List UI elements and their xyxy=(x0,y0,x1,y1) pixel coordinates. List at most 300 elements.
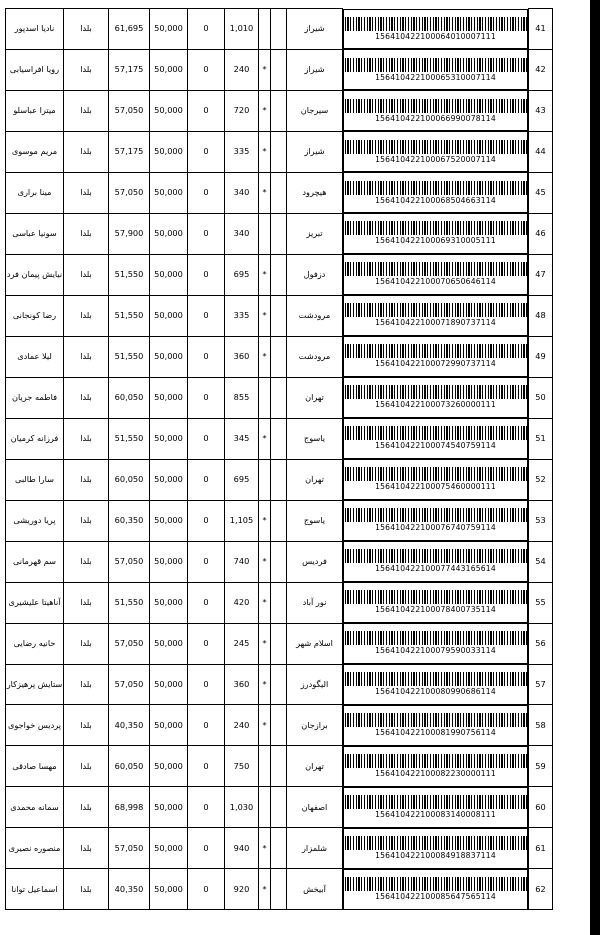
barcode-image xyxy=(345,836,527,850)
tracking-barcode xyxy=(343,787,528,828)
base-amount: 50,000 xyxy=(150,705,188,746)
barcode-number: 156410422100075460000111 xyxy=(375,482,496,492)
barcode-number: 156410422100084918837114 xyxy=(375,851,496,860)
barcode-image xyxy=(345,181,527,195)
zero-value: 0 xyxy=(188,49,225,90)
zero-value: 0 xyxy=(188,787,225,828)
weight-value: 335 xyxy=(225,295,259,336)
empty-cell xyxy=(271,9,287,50)
zero-value: 0 xyxy=(188,664,225,705)
zero-value: 0 xyxy=(188,377,225,418)
city-name: الیگودرز xyxy=(287,664,343,705)
zero-value: 0 xyxy=(188,869,225,910)
flag-mark: * xyxy=(259,500,271,541)
table-row xyxy=(6,418,553,459)
barcode-number: 156410422100066990078114 xyxy=(375,113,496,123)
barcode-image xyxy=(345,631,527,645)
flag-mark: * xyxy=(259,90,271,131)
table-row xyxy=(6,459,553,500)
zero-value: 0 xyxy=(188,705,225,746)
empty-cell xyxy=(271,787,287,828)
city-name: تبریز xyxy=(287,213,343,254)
barcode-image xyxy=(345,58,527,72)
empty-cell xyxy=(271,49,287,90)
total-amount: 57,050 xyxy=(109,828,150,869)
barcode-number: 156410422100073260000111 xyxy=(375,400,496,410)
barcode-number: 156410422100070650646114 xyxy=(375,277,496,287)
zero-value: 0 xyxy=(188,418,225,459)
base-amount: 50,000 xyxy=(150,213,188,254)
barcode-image xyxy=(345,877,527,891)
weight-value: 340 xyxy=(225,213,259,254)
tracking-barcode xyxy=(343,582,528,623)
table-row xyxy=(6,377,553,418)
row-number: 44 xyxy=(529,131,553,172)
table-row xyxy=(6,828,553,869)
weight-value: 920 xyxy=(225,869,259,910)
total-amount: 57,900 xyxy=(109,213,150,254)
recipient-name: پریا دوریشی xyxy=(6,500,64,541)
tracking-barcode xyxy=(343,418,528,459)
base-amount: 50,000 xyxy=(150,541,188,582)
empty-cell xyxy=(271,459,287,500)
table-row xyxy=(6,500,553,541)
city-name: برازجان xyxy=(287,705,343,746)
empty-cell xyxy=(271,295,287,336)
city-name: فردیس xyxy=(287,541,343,582)
row-number: 43 xyxy=(529,90,553,131)
empty-cell xyxy=(271,90,287,131)
base-amount: 50,000 xyxy=(150,295,188,336)
recipient-name: فرزانه کرمیان xyxy=(6,418,64,459)
total-amount: 60,050 xyxy=(109,746,150,787)
weight-value: 360 xyxy=(225,664,259,705)
base-amount: 50,000 xyxy=(150,828,188,869)
weight-value: 345 xyxy=(225,418,259,459)
barcode-number: 156410422100077443165614 xyxy=(375,564,496,574)
barcode-image xyxy=(345,508,527,522)
total-amount: 40,350 xyxy=(109,705,150,746)
row-number: 45 xyxy=(529,172,553,213)
row-number: 56 xyxy=(529,623,553,664)
flag-mark: * xyxy=(259,254,271,295)
table-row xyxy=(6,787,553,828)
table-row xyxy=(6,541,553,582)
base-amount: 50,000 xyxy=(150,459,188,500)
delivery-type: بلدا xyxy=(64,459,109,500)
table-row xyxy=(6,705,553,746)
base-amount: 50,000 xyxy=(150,9,188,50)
row-number: 55 xyxy=(529,582,553,623)
barcode-number: 156410422100072990737114 xyxy=(375,359,496,369)
total-amount: 51,550 xyxy=(109,254,150,295)
recipient-name: سمانه محمدی xyxy=(6,787,64,828)
barcode-number: 156410422100065310007114 xyxy=(375,72,496,82)
delivery-type: بلدا xyxy=(64,213,109,254)
zero-value: 0 xyxy=(188,541,225,582)
barcode-image xyxy=(345,713,527,727)
tracking-barcode xyxy=(343,541,528,582)
barcode-number: 156410422100069310005111 xyxy=(375,236,496,246)
zero-value: 0 xyxy=(188,500,225,541)
barcode-image xyxy=(345,590,527,604)
barcode-number: 156410422100080990686114 xyxy=(375,687,496,697)
flag-mark: * xyxy=(259,131,271,172)
total-amount: 51,550 xyxy=(109,582,150,623)
flag-mark: * xyxy=(259,418,271,459)
zero-value: 0 xyxy=(188,459,225,500)
total-amount: 51,550 xyxy=(109,336,150,377)
city-name: اصفهان xyxy=(287,787,343,828)
recipient-name: حانیه رضایی xyxy=(6,623,64,664)
total-amount: 57,050 xyxy=(109,623,150,664)
zero-value: 0 xyxy=(188,213,225,254)
tracking-barcode xyxy=(343,459,528,500)
delivery-type: بلدا xyxy=(64,500,109,541)
weight-value: 940 xyxy=(225,828,259,869)
flag-mark xyxy=(259,377,271,418)
delivery-type: بلدا xyxy=(64,49,109,90)
base-amount: 50,000 xyxy=(150,500,188,541)
barcode-image xyxy=(345,262,527,276)
row-number: 51 xyxy=(529,418,553,459)
barcode-image xyxy=(345,672,527,686)
delivery-type: بلدا xyxy=(64,623,109,664)
barcode-number: 156410422100071890737114 xyxy=(375,318,496,328)
table-row xyxy=(6,131,553,172)
flag-mark: * xyxy=(259,172,271,213)
empty-cell xyxy=(271,500,287,541)
empty-cell xyxy=(271,623,287,664)
city-name: سیرجان xyxy=(287,90,343,131)
row-number: 57 xyxy=(529,664,553,705)
total-amount: 51,550 xyxy=(109,295,150,336)
base-amount: 50,000 xyxy=(150,131,188,172)
city-name: شیراز xyxy=(287,49,343,90)
total-amount: 57,050 xyxy=(109,172,150,213)
recipient-name: منصوره نصیری xyxy=(6,828,64,869)
delivery-type: بلدا xyxy=(64,131,109,172)
tracking-barcode xyxy=(343,131,528,172)
barcode-image xyxy=(345,140,527,154)
shipment-table-body xyxy=(6,9,553,910)
delivery-type: بلدا xyxy=(64,705,109,746)
flag-mark: * xyxy=(259,49,271,90)
tracking-barcode xyxy=(343,664,528,705)
city-name: شیراز xyxy=(287,131,343,172)
delivery-type: بلدا xyxy=(64,9,109,50)
base-amount: 50,000 xyxy=(150,172,188,213)
delivery-type: بلدا xyxy=(64,295,109,336)
base-amount: 50,000 xyxy=(150,582,188,623)
weight-value: 240 xyxy=(225,49,259,90)
barcode-image xyxy=(345,426,527,440)
city-name: یاسوج xyxy=(287,500,343,541)
row-number: 47 xyxy=(529,254,553,295)
empty-cell xyxy=(271,418,287,459)
city-name: مرودشت xyxy=(287,336,343,377)
empty-cell xyxy=(271,172,287,213)
base-amount: 50,000 xyxy=(150,787,188,828)
flag-mark: * xyxy=(259,582,271,623)
recipient-name: فاطمه جریان xyxy=(6,377,64,418)
weight-value: 340 xyxy=(225,172,259,213)
total-amount: 40,350 xyxy=(109,869,150,910)
flag-mark xyxy=(259,746,271,787)
city-name: تهران xyxy=(287,746,343,787)
barcode-image xyxy=(345,221,527,235)
zero-value: 0 xyxy=(188,172,225,213)
base-amount: 50,000 xyxy=(150,746,188,787)
barcode-number: 156410422100083140008111 xyxy=(375,810,496,820)
recipient-name: آناهیتا علیشیری xyxy=(6,582,64,623)
barcode-image xyxy=(345,795,527,809)
barcode-image xyxy=(345,385,527,399)
weight-value: 335 xyxy=(225,131,259,172)
row-number: 62 xyxy=(529,869,553,910)
tracking-barcode xyxy=(343,623,528,664)
city-name: نور آباد xyxy=(287,582,343,623)
flag-mark: * xyxy=(259,336,271,377)
recipient-name: رضا کونجانی xyxy=(6,295,64,336)
page-edge-bar xyxy=(590,0,600,935)
recipient-name: سونیا عباسی xyxy=(6,213,64,254)
delivery-type: بلدا xyxy=(64,418,109,459)
base-amount: 50,000 xyxy=(150,336,188,377)
flag-mark: * xyxy=(259,295,271,336)
row-number: 60 xyxy=(529,787,553,828)
weight-value: 245 xyxy=(225,623,259,664)
tracking-barcode xyxy=(343,49,528,90)
delivery-type: بلدا xyxy=(64,254,109,295)
table-row xyxy=(6,254,553,295)
delivery-type: بلدا xyxy=(64,172,109,213)
total-amount: 57,050 xyxy=(109,90,150,131)
flag-mark xyxy=(259,213,271,254)
tracking-barcode xyxy=(343,500,528,541)
row-number: 61 xyxy=(529,828,553,869)
empty-cell xyxy=(271,377,287,418)
delivery-type: بلدا xyxy=(64,541,109,582)
recipient-name: نیایش پیمان فرد xyxy=(6,254,64,295)
weight-value: 695 xyxy=(225,459,259,500)
barcode-number: 156410422100064010007111 xyxy=(375,31,496,41)
zero-value: 0 xyxy=(188,295,225,336)
weight-value: 1,030 xyxy=(225,787,259,828)
flag-mark xyxy=(259,9,271,50)
weight-value: 360 xyxy=(225,336,259,377)
zero-value: 0 xyxy=(188,582,225,623)
city-name: تهران xyxy=(287,459,343,500)
tracking-barcode xyxy=(343,869,528,910)
weight-value: 750 xyxy=(225,746,259,787)
city-name: مرودشت xyxy=(287,295,343,336)
barcode-image xyxy=(345,344,527,358)
recipient-name: مهسا صادقی xyxy=(6,746,64,787)
flag-mark: * xyxy=(259,828,271,869)
table-row xyxy=(6,172,553,213)
zero-value: 0 xyxy=(188,131,225,172)
barcode-number: 156410422100074540759114 xyxy=(375,441,496,451)
barcode-number: 156410422100067520007114 xyxy=(375,154,496,164)
barcode-number: 156410422100076740759114 xyxy=(375,523,496,533)
row-number: 42 xyxy=(529,49,553,90)
barcode-image xyxy=(345,754,527,768)
recipient-name: سارا طالبی xyxy=(6,459,64,500)
barcode-image xyxy=(345,549,527,563)
recipient-name: پردیس خواجوی xyxy=(6,705,64,746)
weight-value: 855 xyxy=(225,377,259,418)
total-amount: 57,175 xyxy=(109,49,150,90)
tracking-barcode xyxy=(343,172,528,213)
table-row xyxy=(6,295,553,336)
weight-value: 740 xyxy=(225,541,259,582)
barcode-number: 156410422100079590033114 xyxy=(375,646,496,656)
row-number: 54 xyxy=(529,541,553,582)
empty-cell xyxy=(271,131,287,172)
table-row xyxy=(6,664,553,705)
row-number: 58 xyxy=(529,705,553,746)
flag-mark: * xyxy=(259,664,271,705)
tracking-barcode xyxy=(343,746,528,787)
delivery-type: بلدا xyxy=(64,336,109,377)
barcode-number: 156410422100081990756114 xyxy=(375,728,496,738)
zero-value: 0 xyxy=(188,623,225,664)
row-number: 59 xyxy=(529,746,553,787)
row-number: 53 xyxy=(529,500,553,541)
delivery-type: بلدا xyxy=(64,869,109,910)
delivery-type: بلدا xyxy=(64,664,109,705)
table-row xyxy=(6,623,553,664)
total-amount: 60,050 xyxy=(109,459,150,500)
city-name: هیچرود xyxy=(287,172,343,213)
base-amount: 50,000 xyxy=(150,869,188,910)
base-amount: 50,000 xyxy=(150,254,188,295)
barcode-number: 156410422100082230000111 xyxy=(375,769,496,779)
total-amount: 57,175 xyxy=(109,131,150,172)
zero-value: 0 xyxy=(188,9,225,50)
table-row xyxy=(6,9,553,50)
row-number: 52 xyxy=(529,459,553,500)
table-row xyxy=(6,869,553,910)
tracking-barcode xyxy=(343,254,528,295)
recipient-name: ستایش پرهیزکار xyxy=(6,664,64,705)
total-amount: 61,695 xyxy=(109,9,150,50)
weight-value: 420 xyxy=(225,582,259,623)
delivery-type: بلدا xyxy=(64,787,109,828)
flag-mark: * xyxy=(259,705,271,746)
recipient-name: لیلا عمادی xyxy=(6,336,64,377)
tracking-barcode xyxy=(343,377,528,418)
city-name: دزفول xyxy=(287,254,343,295)
barcode-number: 156410422100068504663114 xyxy=(375,195,496,205)
empty-cell xyxy=(271,664,287,705)
empty-cell xyxy=(271,336,287,377)
flag-mark: * xyxy=(259,869,271,910)
delivery-type: بلدا xyxy=(64,377,109,418)
total-amount: 57,050 xyxy=(109,541,150,582)
city-name: یاسوج xyxy=(287,418,343,459)
empty-cell xyxy=(271,254,287,295)
recipient-name: رویا افراسیابی xyxy=(6,49,64,90)
empty-cell xyxy=(271,746,287,787)
total-amount: 60,050 xyxy=(109,377,150,418)
delivery-type: بلدا xyxy=(64,828,109,869)
city-name: شلمزار xyxy=(287,828,343,869)
zero-value: 0 xyxy=(188,254,225,295)
weight-value: 1,105 xyxy=(225,500,259,541)
row-number: 41 xyxy=(529,9,553,50)
empty-cell xyxy=(271,869,287,910)
zero-value: 0 xyxy=(188,90,225,131)
city-name: شیراز xyxy=(287,9,343,50)
flag-mark xyxy=(259,459,271,500)
empty-cell xyxy=(271,828,287,869)
weight-value: 1,010 xyxy=(225,9,259,50)
base-amount: 50,000 xyxy=(150,49,188,90)
zero-value: 0 xyxy=(188,828,225,869)
delivery-type: بلدا xyxy=(64,90,109,131)
table-row xyxy=(6,213,553,254)
empty-cell xyxy=(271,213,287,254)
weight-value: 240 xyxy=(225,705,259,746)
row-number: 46 xyxy=(529,213,553,254)
zero-value: 0 xyxy=(188,336,225,377)
base-amount: 50,000 xyxy=(150,90,188,131)
total-amount: 60,350 xyxy=(109,500,150,541)
barcode-number: 156410422100085647565114 xyxy=(375,891,496,901)
flag-mark: * xyxy=(259,541,271,582)
table-row xyxy=(6,336,553,377)
delivery-type: بلدا xyxy=(64,746,109,787)
flag-mark: * xyxy=(259,623,271,664)
tracking-barcode xyxy=(343,705,528,746)
total-amount: 68,998 xyxy=(109,787,150,828)
city-name: اسلام شهر xyxy=(287,623,343,664)
table-row xyxy=(6,49,553,90)
tracking-barcode xyxy=(343,9,528,50)
base-amount: 50,000 xyxy=(150,418,188,459)
total-amount: 51,550 xyxy=(109,418,150,459)
barcode-image xyxy=(345,99,527,113)
barcode-number: 156410422100078400735114 xyxy=(375,605,496,615)
recipient-name: سم قهرمانی xyxy=(6,541,64,582)
base-amount: 50,000 xyxy=(150,623,188,664)
recipient-name: اسماعیل توانا xyxy=(6,869,64,910)
tracking-barcode xyxy=(343,828,528,869)
barcode-image xyxy=(345,17,527,31)
city-name: آبیخش xyxy=(287,869,343,910)
recipient-name: میترا عباسلو xyxy=(6,90,64,131)
shipment-table xyxy=(5,8,553,910)
row-number: 50 xyxy=(529,377,553,418)
barcode-image xyxy=(345,467,527,481)
weight-value: 720 xyxy=(225,90,259,131)
row-number: 49 xyxy=(529,336,553,377)
table-row xyxy=(6,582,553,623)
base-amount: 50,000 xyxy=(150,377,188,418)
weight-value: 695 xyxy=(225,254,259,295)
tracking-barcode xyxy=(343,295,528,336)
base-amount: 50,000 xyxy=(150,664,188,705)
barcode-image xyxy=(345,303,527,317)
empty-cell xyxy=(271,541,287,582)
tracking-barcode xyxy=(343,336,528,377)
table-row xyxy=(6,746,553,787)
recipient-name: مریم موسوی xyxy=(6,131,64,172)
flag-mark xyxy=(259,787,271,828)
tracking-barcode xyxy=(343,213,528,254)
